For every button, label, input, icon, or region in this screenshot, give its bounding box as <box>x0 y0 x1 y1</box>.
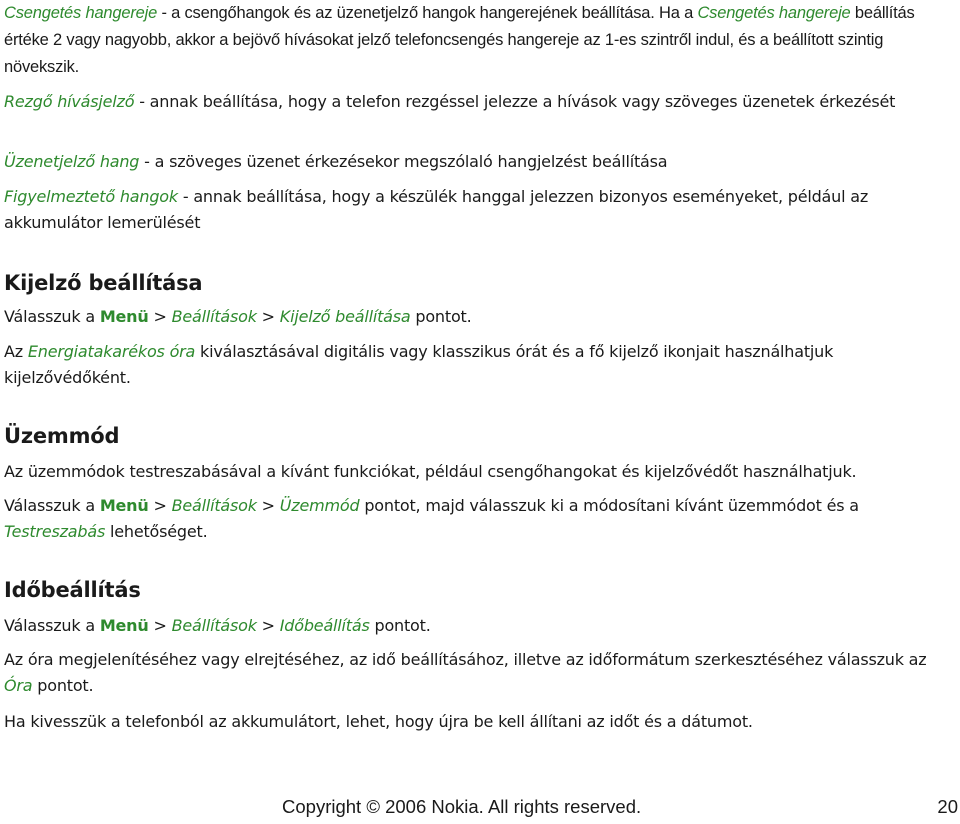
display-path-prefix: Válasszuk a <box>4 307 100 326</box>
display-settings-link: Kijelző beállítása <box>279 307 411 326</box>
profiles-path-paragraph <box>4 493 956 545</box>
msgtone-text: - a szöveges üzenet érkezésekor megszólaló hangjelzést beállítása <box>139 152 668 171</box>
heading-display-settings: Kijelző beállítása <box>4 271 203 295</box>
page-number: 20 <box>937 796 958 817</box>
path-separator: > <box>148 616 172 635</box>
settings-link: Beállítások <box>171 616 257 635</box>
profiles-intro-paragraph: Az üzemmódok testreszabásával a kívánt funkciókat, például csengőhangokat és kijelzővédőt használhatjuk. <box>4 462 857 481</box>
intro-paragraph <box>4 0 956 81</box>
display-saver-paragraph <box>4 339 956 391</box>
menu-link: Menü <box>99 616 149 635</box>
menu-link: Menü <box>99 496 149 515</box>
menu-link: Menü <box>99 307 149 326</box>
intro-text-2: beállítás értéke 2 vagy nagyobb, akkor a bejövő hívásokat jelző telefoncsengés hangereje az 1-es szintről indul, és a beállított szintig növekszik. <box>4 4 915 76</box>
msgtone-paragraph <box>4 149 956 175</box>
profiles-link: Üzemmód <box>279 496 360 515</box>
term-ringing-volume: Csengetés hangereje <box>4 4 158 22</box>
personalize-link: Testreszabás <box>4 522 106 541</box>
page-footer <box>0 794 960 824</box>
heading-profiles: Üzemmód <box>4 424 120 448</box>
vibra-paragraph <box>4 89 956 115</box>
time-settings-link: Időbeállítás <box>279 616 370 635</box>
term-warning-tones: Figyelmeztető hangok <box>4 187 178 206</box>
warn-text: - annak beállítása, hogy a készülék hanggal jelezzen bizonyos eseményeket, például az akkumulátor lemerülését <box>4 187 869 232</box>
settings-link: Beállítások <box>171 307 257 326</box>
term-message-tone: Üzenetjelző hang <box>4 152 140 171</box>
display-saver-prefix: Az <box>4 342 28 361</box>
path-separator: > <box>256 616 280 635</box>
profiles-path-prefix: Válasszuk a <box>4 496 100 515</box>
display-path-paragraph <box>4 304 956 330</box>
time-path-prefix: Válasszuk a <box>4 616 100 635</box>
intro-text-1: - a csengőhangok és az üzenetjelző hangok hangerejének beállítása. Ha a <box>157 4 698 22</box>
path-separator: > <box>256 496 280 515</box>
profiles-path-middle: pontot, majd válasszuk ki a módosítani kívánt üzemmódot és a <box>359 496 859 515</box>
time-path-paragraph <box>4 613 956 639</box>
vibra-text: - annak beállítása, hogy a telefon rezgéssel jelezze a hívások vagy szöveges üzenetek érkezését <box>134 92 896 111</box>
profiles-path-suffix: lehetőséget. <box>105 522 208 541</box>
time-clock-suffix: pontot. <box>32 676 94 695</box>
term-ringing-volume-2: Csengetés hangereje <box>697 4 851 22</box>
clock-link: Óra <box>4 676 33 695</box>
path-separator: > <box>256 307 280 326</box>
settings-link: Beállítások <box>171 496 257 515</box>
time-path-suffix: pontot. <box>369 616 431 635</box>
heading-time-settings: Időbeállítás <box>4 578 141 602</box>
display-saver-text: kiválasztásával digitális vagy klasszikus órát és a fő kijelző ikonjait használhatjuk kijelzővédőként. <box>4 342 834 387</box>
time-clock-paragraph <box>4 647 956 699</box>
display-path-suffix: pontot. <box>410 307 472 326</box>
battery-note-paragraph: Ha kivesszük a telefonból az akkumulátort, lehet, hogy újra be kell állítani az időt és a dátumot. <box>4 712 753 731</box>
path-separator: > <box>148 496 172 515</box>
term-power-saver-clock: Energiatakarékos óra <box>27 342 196 361</box>
time-clock-text: Az óra megjelenítéséhez vagy elrejtéséhez, az idő beállításához, illetve az időformátum szerkesztéséhez válasszuk az <box>4 650 927 669</box>
term-vibrating-alert: Rezgő hívásjelző <box>4 92 135 111</box>
path-separator: > <box>148 307 172 326</box>
warn-paragraph <box>4 184 956 236</box>
copyright-notice: Copyright © 2006 Nokia. All rights reserved. <box>282 796 642 817</box>
